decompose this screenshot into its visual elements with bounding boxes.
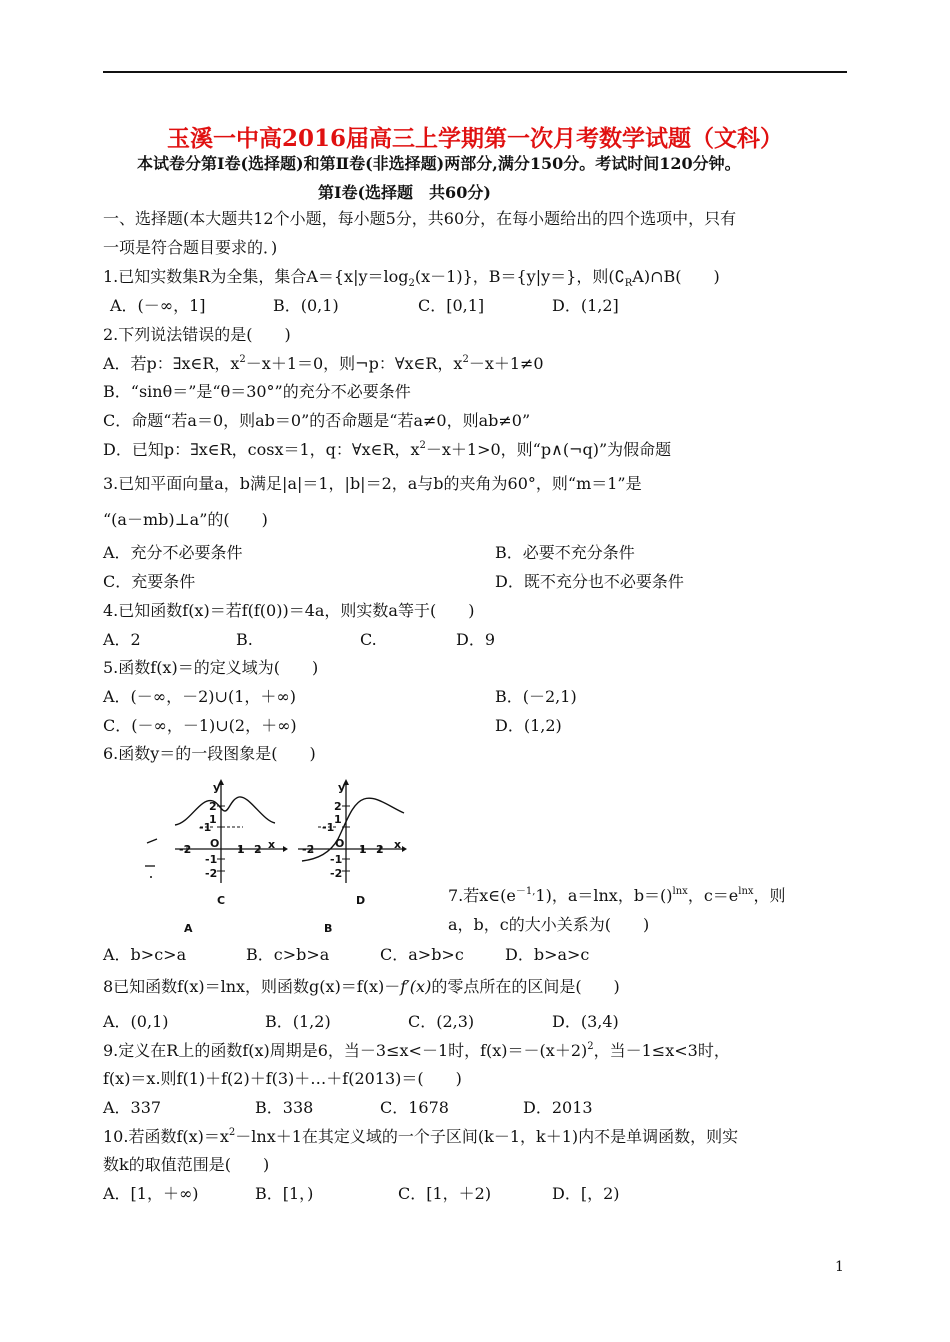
graph-right-tick-2: 2 [334,800,342,813]
instructions-line-2: 一项是符合题目要求的．) [103,238,278,257]
question-2-stem: 2.下列说法错误的是( ) [103,325,291,344]
graph-left-x-label: x [268,838,276,851]
question-10-option-b: B．[1，) [255,1184,314,1203]
graph-left-tick-2: 2 [209,800,217,813]
question-2-option-a: A．若p：∃x∈R，$x^2-x+1=0$，则¬p：∀x∈R，$x^2-x+1\ne 0$ [103,354,544,373]
question-4-option-c: C. [360,630,377,649]
question-7-option-a: A．b>c>a [103,945,187,964]
question-3-line-1: 3.已知平面向量a，b满足|a|＝1，|b|＝2，a与b的夹角为60°，则“m＝1”是 [103,474,642,493]
graph-left-origin: O [210,837,220,850]
graph-right-letter: D [356,894,366,907]
graph-right-tick-2-x: 2 [376,843,384,856]
question-9-line-1: 9.定义在R上的函数f(x)周期是6，当－3≤x<－1时，$f(x)=-(x+2)^2$，当－1≤x<3时， [103,1041,730,1060]
instructions-line-1: 一、选择题(本大题共12个小题，每小题5分，共60分，在每小题给出的四个选项中，只有 [103,209,737,228]
graph-left-tick-1-x: 1 [237,843,245,856]
question-10-line-2: 数k的取值范围是( ) [103,1155,270,1174]
exam-info: 本试卷分第Ⅰ卷(选择题)和第Ⅱ卷(非选择题)两部分,满分150分。考试时间120分钟。 [137,154,741,173]
graph-right-origin: O [335,837,345,850]
question-7-option-d: D．b>a>c [505,945,590,964]
question-5-option-d: D．(1,2) [495,716,562,735]
graph-right-tick-1-x: 1 [359,843,367,856]
question-9-option-b: B．338 [255,1098,314,1117]
question-10-option-c: C．[1，＋2) [398,1184,492,1203]
question-2-option-d: D．已知p：∃x∈R，cosx＝1，q：∀x∈R，$x^2-x+1>0$，则“p∧(¬q)”为假命题 [103,440,672,459]
page-number: 1 [835,1259,844,1275]
graph-left-tick-neg2: -2 [205,867,218,880]
graph-right-tick-neg2: -2 [330,867,343,880]
graph-left-letter: C [217,894,226,907]
graph-right-tick-neg1: -1 [330,853,343,866]
question-5-option-b: B．(－2,1) [495,687,577,706]
question-9-option-d: D．2013 [523,1098,593,1117]
question-3-option-c: C．充要条件 [103,572,196,591]
question-8-option-d: D．(3,4) [552,1012,619,1031]
question-10-option-a: A．[1，＋∞) [103,1184,199,1203]
question-7-option-b: B．c>b>a [246,945,330,964]
question-5-option-a: A．(－∞，－2)∪(1，＋∞) [103,687,296,706]
graph-left-tick-2-x: 2 [254,843,262,856]
question-9-option-a: A．337 [103,1098,162,1117]
question-6-stem: 6.函数y＝的一段图象是( ) [103,744,316,763]
header-rule [103,71,847,73]
question-3-option-b: B．必要不充分条件 [495,543,635,562]
graph-left-curve [175,797,275,825]
question-10-option-d: D．[，2) [552,1184,620,1203]
question-3-option-d: D．既不充分也不必要条件 [495,572,684,591]
question-8-option-a: A．(0,1) [103,1012,169,1031]
graph-right [290,773,415,913]
graph-left [135,773,295,913]
question-9-line-2: f(x)＝x.则f(1)＋f(2)＋f(3)＋…＋f(2013)＝( ) [103,1069,462,1088]
graph-right-under-label: B [324,922,333,935]
question-1-option-a: A．(－∞，1] [110,296,206,315]
question-7-line-2: a，b，c的大小关系为( ) [448,915,650,934]
section-heading: 第Ⅰ卷(选择题 共60分) [318,183,491,202]
graph-right-tick-1: 1 [334,813,342,826]
question-3-line-2: “(a－mb)⊥a”的( ) [103,510,268,529]
question-10-line-1: 10.若函数$f(x)=x^2-\ln x+1$在其定义域的一个子区间(k－1，k＋1)内不是单调函数，则实 [103,1127,739,1146]
graph-left-tick-neg1-y: -1 [199,821,212,834]
graph-left-tick-1: 1 [209,813,217,826]
question-9-option-c: C．1678 [380,1098,449,1117]
question-2-option-c: C．命题“若a＝0，则ab＝0”的否命题是“若a≠0，则ab≠0” [103,411,531,430]
graph-right-tick-neg1-y: -1 [322,821,335,834]
question-5-option-c: C．(－∞，－1)∪(2，＋∞) [103,716,297,735]
question-4-stem: 4.已知函数f(x)＝若f(f(0))＝4a，则实数a等于( ) [103,601,475,620]
graph-right-tick-neg2-x: -2 [302,843,315,856]
question-7-option-c: C．a>b>c [380,945,464,964]
graph-left-under-label: A [184,922,193,935]
graph-left-tick-neg2-x: -2 [179,843,192,856]
question-8-option-b: B．(1,2) [265,1012,331,1031]
question-4-option-d: D．9 [456,630,496,649]
graph-left-y-label: y [213,781,221,794]
question-4-option-b: B. [236,630,253,649]
page-title: 玉溪一中高2016届高三上学期第一次月考数学试题（文科） [166,125,783,152]
question-8-option-c: C．(2,3) [408,1012,475,1031]
question-5-stem: 5.函数f(x)＝的定义域为( ) [103,658,319,677]
question-1-stem: 1.已知实数集R为全集，集合$A=\{x|y=\log_2(x-1)\}$，B＝{y|y＝}，则$(∁_RA)\cap B$( ) [103,267,720,289]
question-3-option-a: A．充分不必要条件 [103,543,243,562]
question-1-option-d: D．(1,2] [552,296,619,315]
graph-right-x-label: x [394,838,402,851]
graph-right-curve [302,798,404,861]
graph-right-y-label: y [338,781,346,794]
question-2-option-b: B．“sinθ＝”是“θ＝30°”的充分不必要条件 [103,382,411,401]
question-7-line-1: 7.若$x\in(e^{-1,}1)$，a＝lnx，b＝()$^{lnx}$，$c=e^{lnx}$，则 [448,886,786,905]
graph-left-tick-neg1: -1 [205,853,218,866]
question-4-option-a: A．2 [103,630,141,649]
question-1-option-b: B．(0,1) [273,296,339,315]
question-8-stem: 8已知函数f(x)＝lnx，则函数g(x)＝f(x)－f′(x)的零点所在的区间是( ) [103,977,620,996]
question-1-option-c: C．[0,1] [418,296,485,315]
